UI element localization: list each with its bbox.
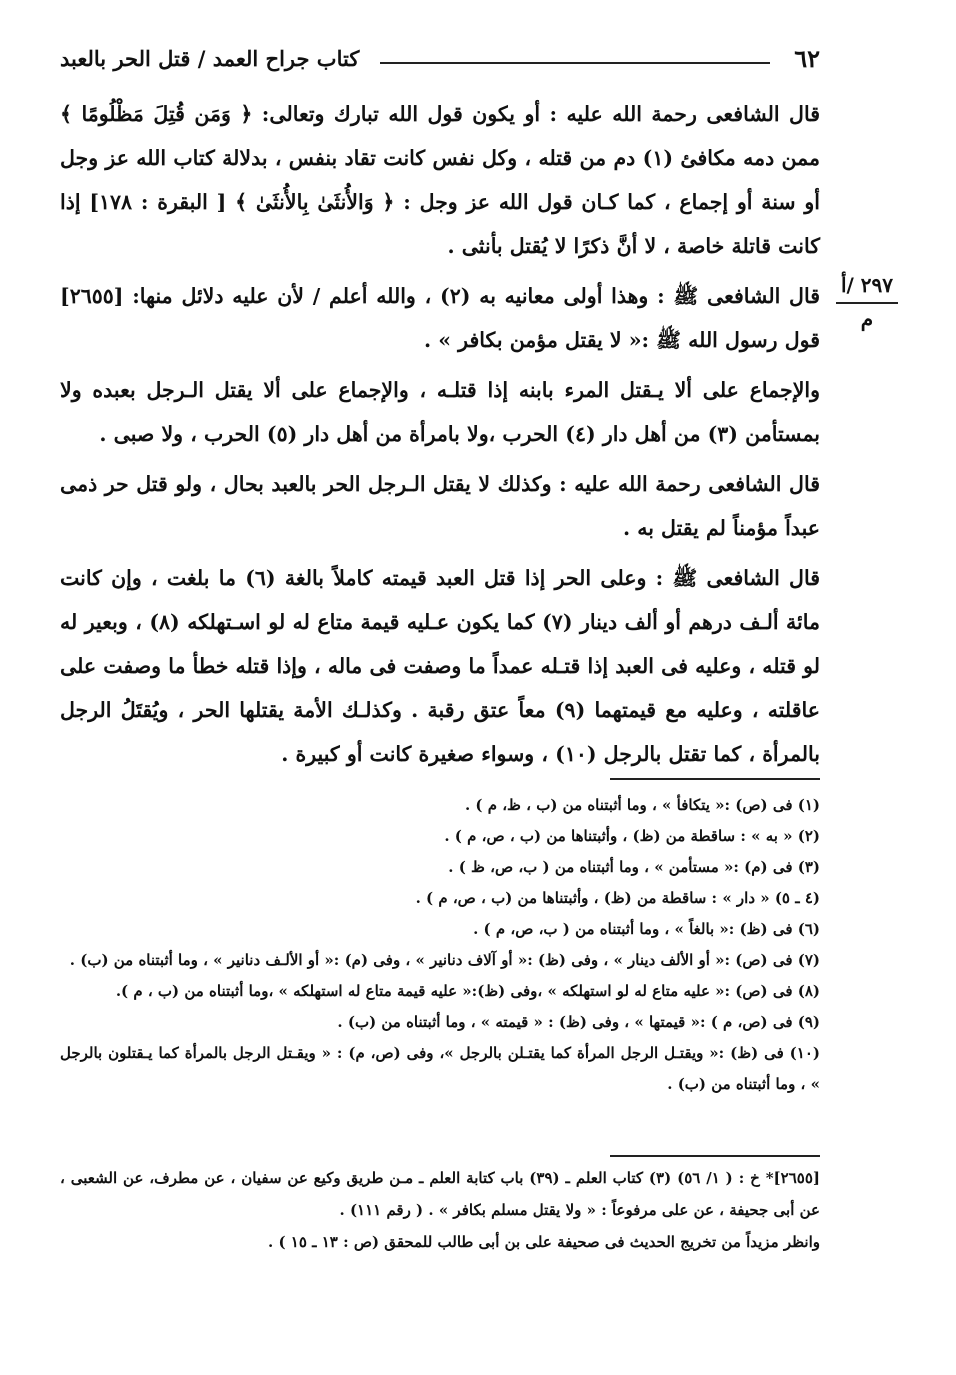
footnote-4-5: (٤ ـ ٥) « دار » : ساقطة من (ظ) ، وأثبتناها من (ب ، ص، م ) .	[415, 889, 820, 907]
paragraph-text: ﷺ : وهذا أولى معانيه به (٢) ، والله أعلم / لأن عليه دلائل منها: [٢٦٥٥] قول رسول الله ﷺ :« لا يقتل مؤمن بكافر » .	[60, 284, 820, 352]
paragraph-text: رحمة الله عليه : وكذلك لا يقتل الـرجل الحر بالعبد بحال ، ولو قتل حر ذمى عبداً مؤمناً لم يقتل به .	[60, 472, 820, 540]
paragraph-text: ﷺ : وعلى الحر إذا قتل العبد قيمته كاملاً بالغة (٦) ما بلغت ، وإن كانت مائة ألـف درهم أو ألف دينار (٧) كما يكون عـليه قيمة متاع له لو اسـتهلكه (٨) ، وبعير له لو قتله ، وعليه فى العبد إذا قتـله عمداً ما وصفت فى ماله ، وإذا قتله خطأ ما وصفت على عاقلته ، وعليه مع قيمتهما (٩) معاً عتق رقبة . وكذلـك الأمة يقتلها الحر ، ويُقتَلُ الرجل بالمرأة ، كما تقتل بالرجل (١٠) ، وسواء صغيرة كانت أو كبيرة .	[60, 566, 820, 766]
paragraph-2	[60, 274, 820, 362]
speaker-label: قال الشافعى	[708, 472, 820, 496]
paragraph-text: رحمة الله عليه : أو يكون قول الله تبارك وتعالى: ﴿ وَمَن قُتِلَ مَظْلُومًا ﴾ ممن دمه مكافئ (١) دم من قتله ، وكل نفس كانت تقاد بنفس ، بدلالة كتاب الله عز وجل أو سنة أو إجماع ، كما كـان قول الله عز وجل : ﴿ وَالأُنثَىٰ بِالأُنثَىٰ ﴾ [ البقرة : ١٧٨] إذا كانت قاتلة خاصة ، لا أنَّ ذكرًا لا يُقتل بأنثى .	[60, 102, 821, 258]
footnote-3: (٣) فى (م) :« مستأمن » ، وما أثبتناه من ( ب، ص، ظ ) .	[448, 858, 820, 876]
manuscript-siglum: م	[860, 307, 874, 331]
paragraph-text: والإجماع على ألا يـقتل المرء بابنه إذا قتلـه ، والإجماع على ألا يقتل الـرجل بعبده ولا بمستأمن (٣) من أهل دار (٤) الحرب ،ولا بامرأة من أهل دار (٥) الحرب ، ولا صبى .	[60, 378, 820, 446]
takhrij-entry: [٢٦٥٥]* خ : ( ١/ ٥٦) (٣) كتاب العلم ـ (٣٩) باب كتابة العلم ـ مـن طريق وكيع عن سفيان ، عن مطرف، عن الشعبى ، عن أبى جحيفة ، عن على مرفوعاً : « ولا يقتل مسلم بكافر » . ( رقم ١١١) .	[60, 1169, 821, 1219]
takhrij-further-reference: وانظر مزيداً من تخريج الحديث فى صحيفة على بن أبى طالب للمحقق (ص : ١٣ ـ ١٥ ) .	[268, 1233, 820, 1251]
footnote-6: (٦) فى (ظ) :« بالغاً » ، وما أثبتناه من ( ب، ص، م ) .	[473, 920, 820, 938]
footnotes	[60, 790, 820, 1100]
footnote-1: (١) فى (ص) :« يتكافأ » ، وما أثبتناه من (ب ، ظ، م ) .	[464, 796, 820, 814]
footnote-separator	[610, 778, 820, 780]
paragraph-5	[60, 556, 820, 776]
footnote-2: (٢) « به » : ساقطة من (ظ) ، وأثبتناها من (ب ، ص، م ) .	[444, 827, 820, 845]
margin-folio-reference	[836, 272, 898, 332]
paragraph-1	[60, 92, 820, 268]
footnote-9: (٩) فى (ص، م ) :« قيمتها » ، وفى (ظ) : « قيمته » ، وما أثبتناه من (ب) .	[337, 1013, 820, 1031]
paragraph-3	[60, 368, 820, 456]
hadith-takhrij	[60, 1162, 820, 1258]
speaker-label: قال الشافعى	[706, 566, 820, 590]
main-text	[60, 92, 820, 782]
speaker-label: قال الشافعى	[706, 102, 820, 126]
paragraph-4	[60, 462, 820, 550]
footnote-10: (١٠) فى (ظ) :« ويقتـل الرجل المرأة كما يقتـلن بالرجل »، وفى (ص، م) : « ويقـتل الرجل بالمرأة كما يـقتلون بالرجل » ، وما أثبتناه من (ب) .	[60, 1044, 820, 1093]
page-number: ٦٢	[794, 44, 820, 73]
folio-number: ٢٩٧ /أ	[840, 273, 894, 297]
running-header	[60, 38, 820, 78]
takhrij-separator	[610, 1155, 820, 1157]
header-rule	[380, 62, 770, 64]
footnote-8: (٨) فى (ص) :« عليه متاع له لو استهلكه » ،وفى (ظ):« عليه قيمة متاع له استهلكه » ،وما أثبتناه من (ب ، م ).	[115, 982, 820, 1000]
footnote-7: (٧) فى (ص) :« أو الألف دينار » ، وفى (ظ) :« أو آلاف دنانير » ، وفى (م) :« أو الألـف دنانير » ، وما أثبتناه من (ب) .	[69, 951, 820, 969]
margin-rule	[836, 302, 898, 304]
running-title: كتاب جراح العمد / قتل الحر بالعبد	[60, 46, 360, 71]
speaker-label: قال الشافعى	[707, 284, 820, 308]
